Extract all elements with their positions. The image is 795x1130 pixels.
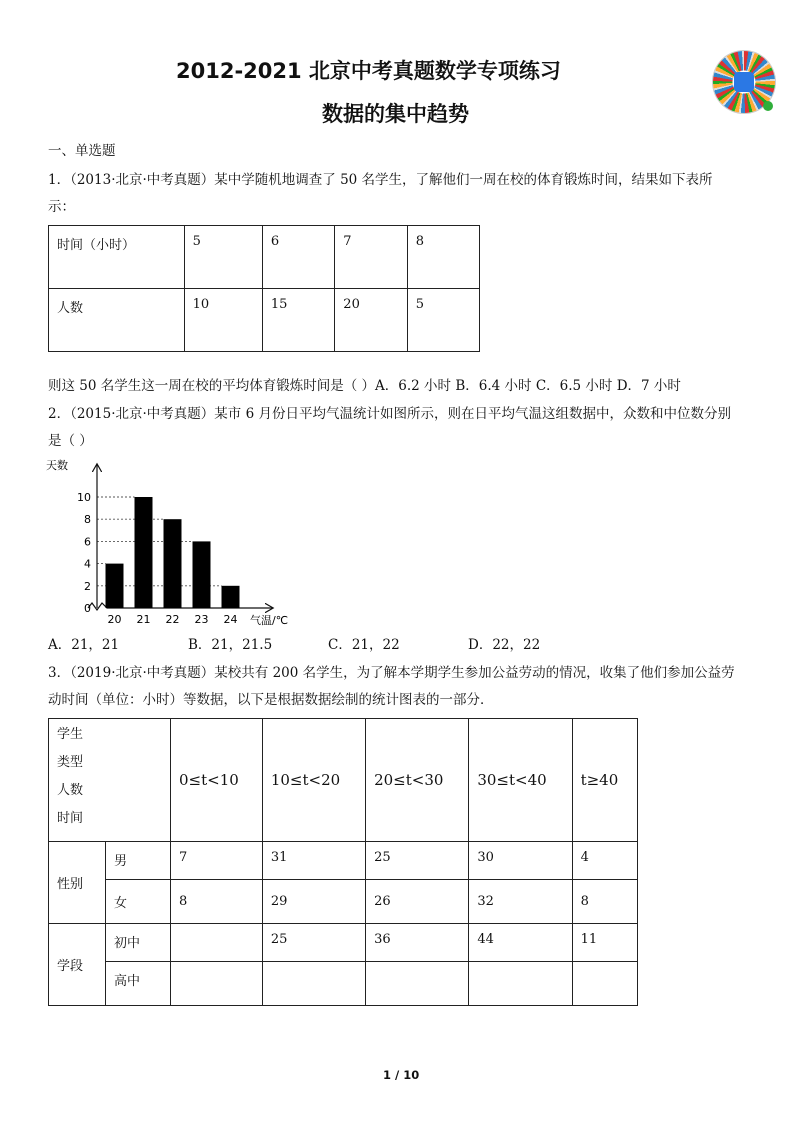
row-label: 初中 <box>106 924 171 962</box>
table-cell: 4 <box>572 842 637 880</box>
q2-option-a: A．21，21 <box>48 637 120 653</box>
column-header: 20≤t<30 <box>366 719 469 842</box>
table-cell <box>171 962 263 1006</box>
q2-stem-line2: 是（ ） <box>48 433 93 449</box>
x-tick-label: 24 <box>223 613 238 626</box>
table-cell: 31 <box>262 842 365 880</box>
y-tick-label: 10 <box>77 491 91 504</box>
table-cell <box>572 962 637 1006</box>
corner-header <box>49 719 171 842</box>
table-row <box>49 880 638 924</box>
q3-stem-line1: 3．（2019·北京·中考真题）某校共有 200 名学生，为了解本学期学生参加公益劳动的情况，收集了他们参加公益劳 <box>48 665 735 681</box>
table-cell: 25 <box>366 842 469 880</box>
table-cell: 11 <box>572 924 637 962</box>
page-number: 1 / 10 <box>383 1068 420 1082</box>
table-cell <box>171 924 263 962</box>
x-tick-label: 22 <box>165 613 180 626</box>
table-row <box>49 924 638 962</box>
bar-21 <box>135 497 153 608</box>
q1-stem-line1: 1．（2013·北京·中考真题）某中学随机地调查了 50 名学生，了解他们一周在校的体育锻炼时间，结果如下表所 <box>48 172 713 188</box>
y-tick-label: 0 <box>84 602 91 615</box>
q1-stem-line2: 示： <box>48 199 75 215</box>
x-tick-labels <box>108 613 238 626</box>
table-cell: 7 <box>335 226 407 289</box>
column-header: t≥40 <box>572 719 637 842</box>
bars <box>106 497 240 608</box>
table-cell <box>262 962 365 1006</box>
row-label: 女 <box>106 880 171 924</box>
column-header: 10≤t<20 <box>262 719 365 842</box>
y-tick-label: 6 <box>84 535 91 549</box>
table-cell: 36 <box>366 924 469 962</box>
table-row <box>49 962 638 1006</box>
column-header: 0≤t<10 <box>171 719 263 842</box>
corner-label: 学生 <box>57 727 84 742</box>
q2-option-b: B．21，21.5 <box>188 637 273 653</box>
temperature-bar-chart <box>40 455 310 630</box>
x-tick-label: 21 <box>136 613 151 626</box>
page-subtitle: 数据的集中趋势 <box>322 102 469 126</box>
table-cell: 44 <box>469 924 572 962</box>
y-axis-label: 天数 <box>46 459 68 472</box>
table-row <box>49 289 480 352</box>
page-title: 2012-2021 北京中考真题数学专项练习 <box>176 59 561 83</box>
corner-label: 时间 <box>57 811 84 826</box>
y-tick-label: 2 <box>84 579 91 593</box>
table-cell: 时间（小时） <box>49 226 185 289</box>
corner-label: 类型 <box>57 755 84 770</box>
y-tick-labels <box>77 491 91 615</box>
q2-option-d: D．22，22 <box>468 637 541 653</box>
table-cell <box>469 962 572 1006</box>
q2-option-c: C．21，22 <box>328 637 400 653</box>
y-tick-label: 4 <box>84 557 91 571</box>
x-tick-label: 23 <box>194 613 209 626</box>
table-cell: 10 <box>184 289 262 352</box>
column-header: 30≤t<40 <box>469 719 572 842</box>
table-cell: 8 <box>171 880 263 924</box>
q3-stem-line2: 动时间（单位：小时）等数据，以下是根据数据绘制的统计图表的一部分． <box>48 692 494 708</box>
app-logo-icon <box>734 72 754 92</box>
table-cell: 25 <box>262 924 365 962</box>
q1-question: 则这 50 名学生这一周在校的平均体育锻炼时间是（ ）A．6.2 小时 B．6.4 小时 C．6.5 小时 D．7 小时 <box>48 378 681 394</box>
table-cell: 8 <box>572 880 637 924</box>
table-cell: 人数 <box>49 289 185 352</box>
q3-table <box>48 718 638 1006</box>
row-label: 男 <box>106 842 171 880</box>
table-row <box>49 842 638 880</box>
table-cell: 15 <box>262 289 334 352</box>
table-cell: 5 <box>184 226 262 289</box>
table-cell: 20 <box>335 289 407 352</box>
bar-24 <box>222 586 240 608</box>
table-cell: 32 <box>469 880 572 924</box>
table-row <box>49 719 638 842</box>
bar-23 <box>193 541 211 608</box>
q2-stem-line1: 2．（2015·北京·中考真题）某市 6 月份日平均气温统计如图所示，则在日平均气温这组数据中，众数和中位数分别 <box>48 406 731 422</box>
x-axis-label: 气温/℃ <box>250 614 289 627</box>
table-cell <box>366 962 469 1006</box>
row-group-label: 学段 <box>49 924 106 1006</box>
y-tick-label: 8 <box>84 513 91 527</box>
corner-label: 人数 <box>57 783 84 798</box>
table-cell: 5 <box>407 289 479 352</box>
qr-code-badge[interactable] <box>713 51 775 113</box>
table-cell: 26 <box>366 880 469 924</box>
row-group-label: 性别 <box>49 842 106 924</box>
x-tick-label: 20 <box>107 613 122 626</box>
table-cell: 8 <box>407 226 479 289</box>
bar-20 <box>106 564 124 608</box>
mini-program-icon <box>763 101 773 111</box>
table-row <box>49 226 480 289</box>
table-cell: 29 <box>262 880 365 924</box>
q1-table <box>48 225 480 352</box>
bar-22 <box>164 519 182 608</box>
table-cell: 30 <box>469 842 572 880</box>
table-cell: 6 <box>262 226 334 289</box>
row-label: 高中 <box>106 962 171 1006</box>
table-cell: 7 <box>171 842 263 880</box>
section-heading: 一、单选题 <box>48 143 116 159</box>
